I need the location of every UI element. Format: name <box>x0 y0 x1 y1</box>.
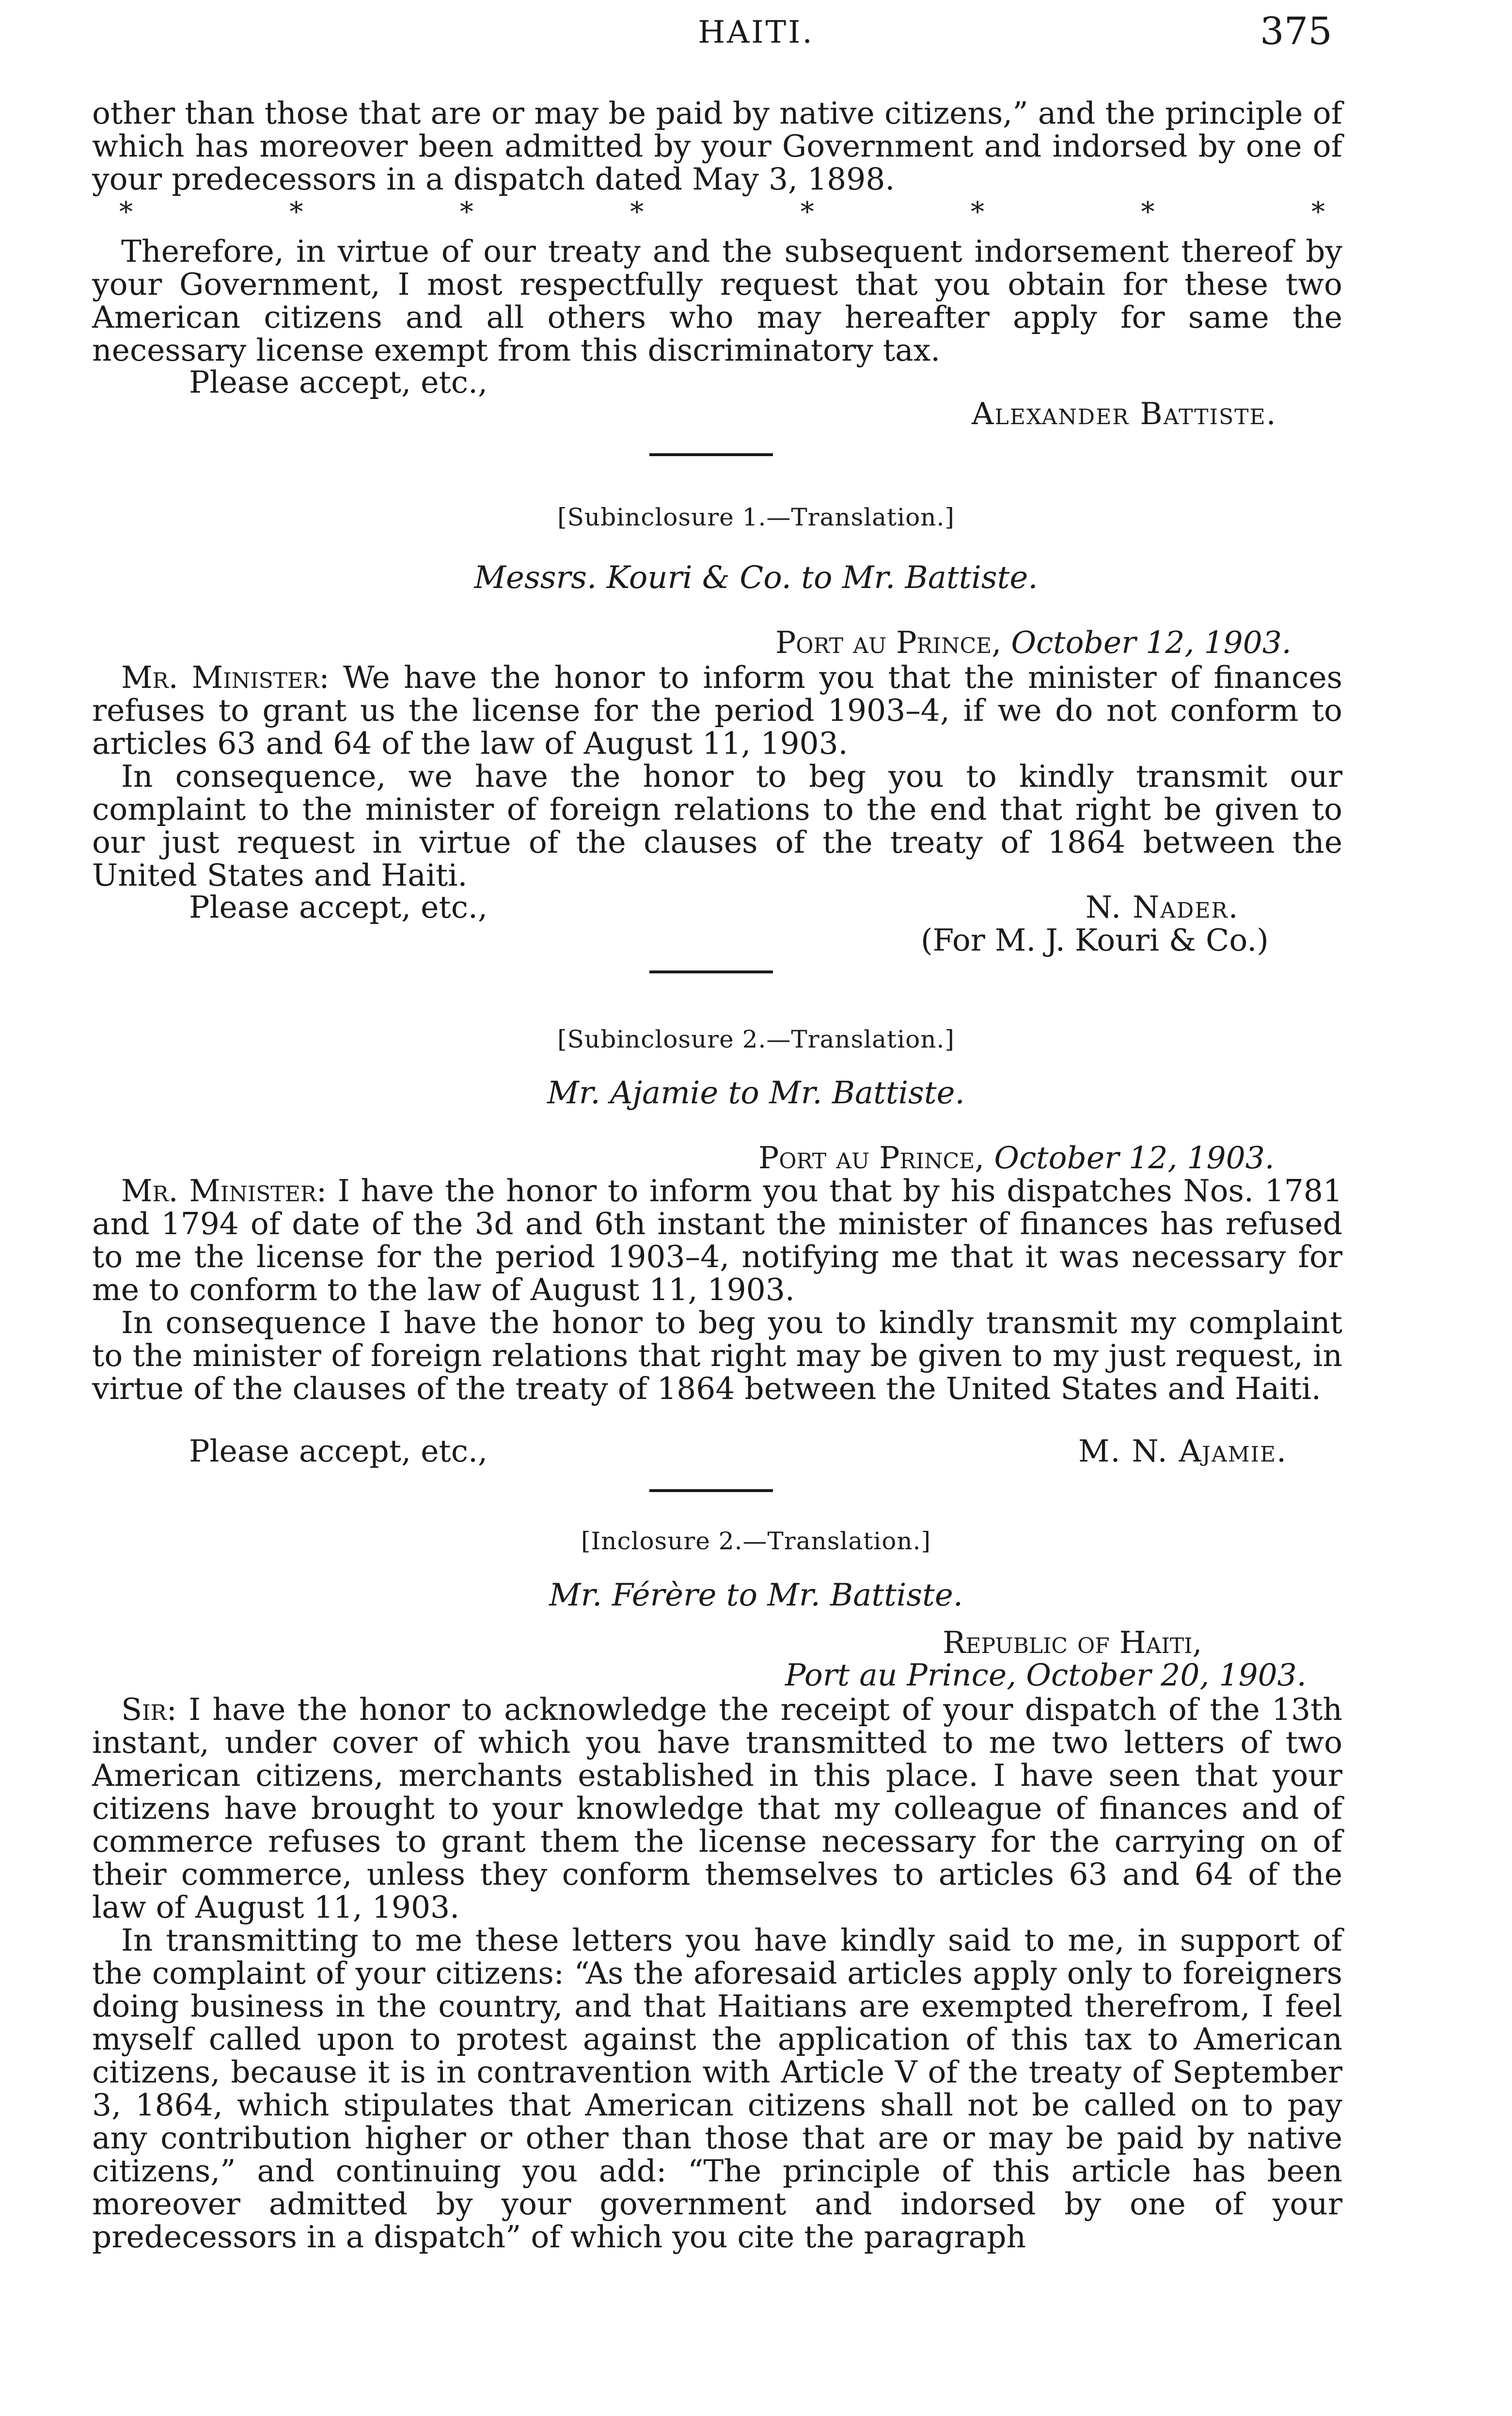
letter-paragraph: In consequence, we have the honor to beg you to kindly transmit our complaint to the minister of foreign relations to the end that right be given to our just request in virtue of the clauses of the treaty of 1864 between the United States and Haiti. <box>92 759 1342 893</box>
paragraph-text: We have the honor to inform you that the minister of finances refuses to grant us the license for the period 1903–4, if we do not conform to articles 63 and 64 of the law of August 11, 1903. <box>92 660 1342 761</box>
subinclosure-heading: [Subinclosure 1.—Translation.] <box>557 503 955 531</box>
closing-text: Please accept, etc., <box>189 890 488 925</box>
salutation: Sir: <box>121 1692 177 1727</box>
closing-text: Please accept, etc., <box>189 1433 488 1469</box>
dateline <box>775 626 1292 659</box>
dateline-date: October 12, 1903. <box>1011 625 1292 660</box>
letter-title: Mr. Férère to Mr. Battiste. <box>549 1577 963 1613</box>
letter-paragraph: In transmitting to me these letters you have kindly said to me, in support of the complaint of your citizens: “As the aforesaid articles apply only to foreigners doing business in the country, and that Haitians are exempted therefrom, I feel myself called upon to protest against the application of this tax to American citizens, because it is in contravention with Article V of the treaty of September 3, 1864, which stipulates that American citizens shall not be called on to pay any contribution higher or other than those that are or may be paid by native citizens,” and continuing you add: “The principle of this article has been moreover admitted by your government and indorsed by one of your predecessors in a dispatch” of which you cite the paragraph <box>92 1923 1342 2255</box>
asterisk: * <box>289 196 303 228</box>
letter-title: Messrs. Kouri & Co. to Mr. Battiste. <box>474 560 1038 596</box>
paragraph-text: I have the honor to inform you that by his dispatches Nos. 1781 and 1794 of date of the 3d and 6th instant the minister of finances has refused to me the license for the period 1903–4, notifying me that it was necessary for me to conform to the law of August 11, 1903. <box>92 1173 1343 1307</box>
inclosure-heading: [Inclosure 2.—Translation.] <box>581 1527 931 1555</box>
dateline-date: October 12, 1903. <box>994 1140 1275 1176</box>
salutation: Mr. Minister: <box>121 660 330 695</box>
running-head: HAITI. <box>698 15 814 50</box>
ellipsis-asterisks <box>92 196 1352 228</box>
letter-paragraph <box>92 1693 1342 1924</box>
section-divider <box>649 970 773 973</box>
section-divider <box>649 453 773 456</box>
asterisk: * <box>630 196 644 228</box>
signature: M. N. Ajamie. <box>1078 1433 1288 1469</box>
signature: N. Nader. <box>1086 890 1239 925</box>
asterisk: * <box>800 196 814 228</box>
intro-section <box>92 97 1342 196</box>
section-divider <box>649 1489 773 1492</box>
dateline-place-date: Port au Prince, October 20, 1903. <box>785 1657 1307 1693</box>
dateline-place: Port au Prince, <box>775 625 1002 660</box>
dateline-republic: Republic of Haiti, <box>943 1625 1202 1660</box>
letter-body <box>92 1175 1342 1405</box>
dateline-place: Port au Prince, <box>758 1140 985 1176</box>
asterisk: * <box>119 196 133 228</box>
letter-body <box>92 661 1342 892</box>
asterisk: * <box>971 196 985 228</box>
salutation: Mr. Minister: <box>121 1173 327 1208</box>
therefore-paragraph: Therefore, in virtue of our treaty and the subsequent indorsement thereof by your Government, I most respectfully request that you obtain for these two American citizens and all others who may hereafter apply for same the necessary license exempt from this discriminatory tax. <box>92 234 1342 368</box>
intro-paragraph: other than those that are or may be paid by native citizens,” and the principle of which has moreover been admitted by your Government and indorsed by one of your predecessors in a dispatch dated May 3, 1898. <box>92 95 1342 197</box>
subinclosure-heading: [Subinclosure 2.—Translation.] <box>557 1025 955 1053</box>
asterisk: * <box>459 196 473 228</box>
therefore-section <box>92 235 1342 367</box>
letter-paragraph: In consequence I have the honor to beg you to kindly transmit my complaint to the minister of foreign relations that right may be given to my just request, in virtue of the clauses of the treaty of 1864 between the United States and Haiti. <box>92 1305 1342 1406</box>
asterisk: * <box>1141 196 1155 228</box>
letter-body <box>92 1693 1342 2254</box>
letter-title: Mr. Ajamie to Mr. Battiste. <box>547 1075 965 1111</box>
paragraph-text: I have the honor to acknowledge the receipt of your dispatch of the 13th instant, under cover of which you have transmitted to me two letters of two American citizens, merchants established in this place. I have seen that your citizens have brought to your knowledge that my colleague of finances and of commerce refuses to grant them the license necessary for the carrying on of their commerce, unless they conform themselves to articles 63 and 64 of the law of August 11, 1903. <box>92 1692 1342 1925</box>
signature-subline: (For M. J. Kouri & Co.) <box>921 922 1269 958</box>
letter-paragraph <box>92 661 1342 760</box>
letter-paragraph <box>92 1175 1342 1306</box>
page-number: 375 <box>1260 10 1332 53</box>
asterisk: * <box>1311 196 1325 228</box>
closing-text: Please accept, etc., <box>189 365 488 400</box>
signature: Alexander Battiste. <box>972 396 1277 431</box>
dateline <box>758 1142 1275 1175</box>
